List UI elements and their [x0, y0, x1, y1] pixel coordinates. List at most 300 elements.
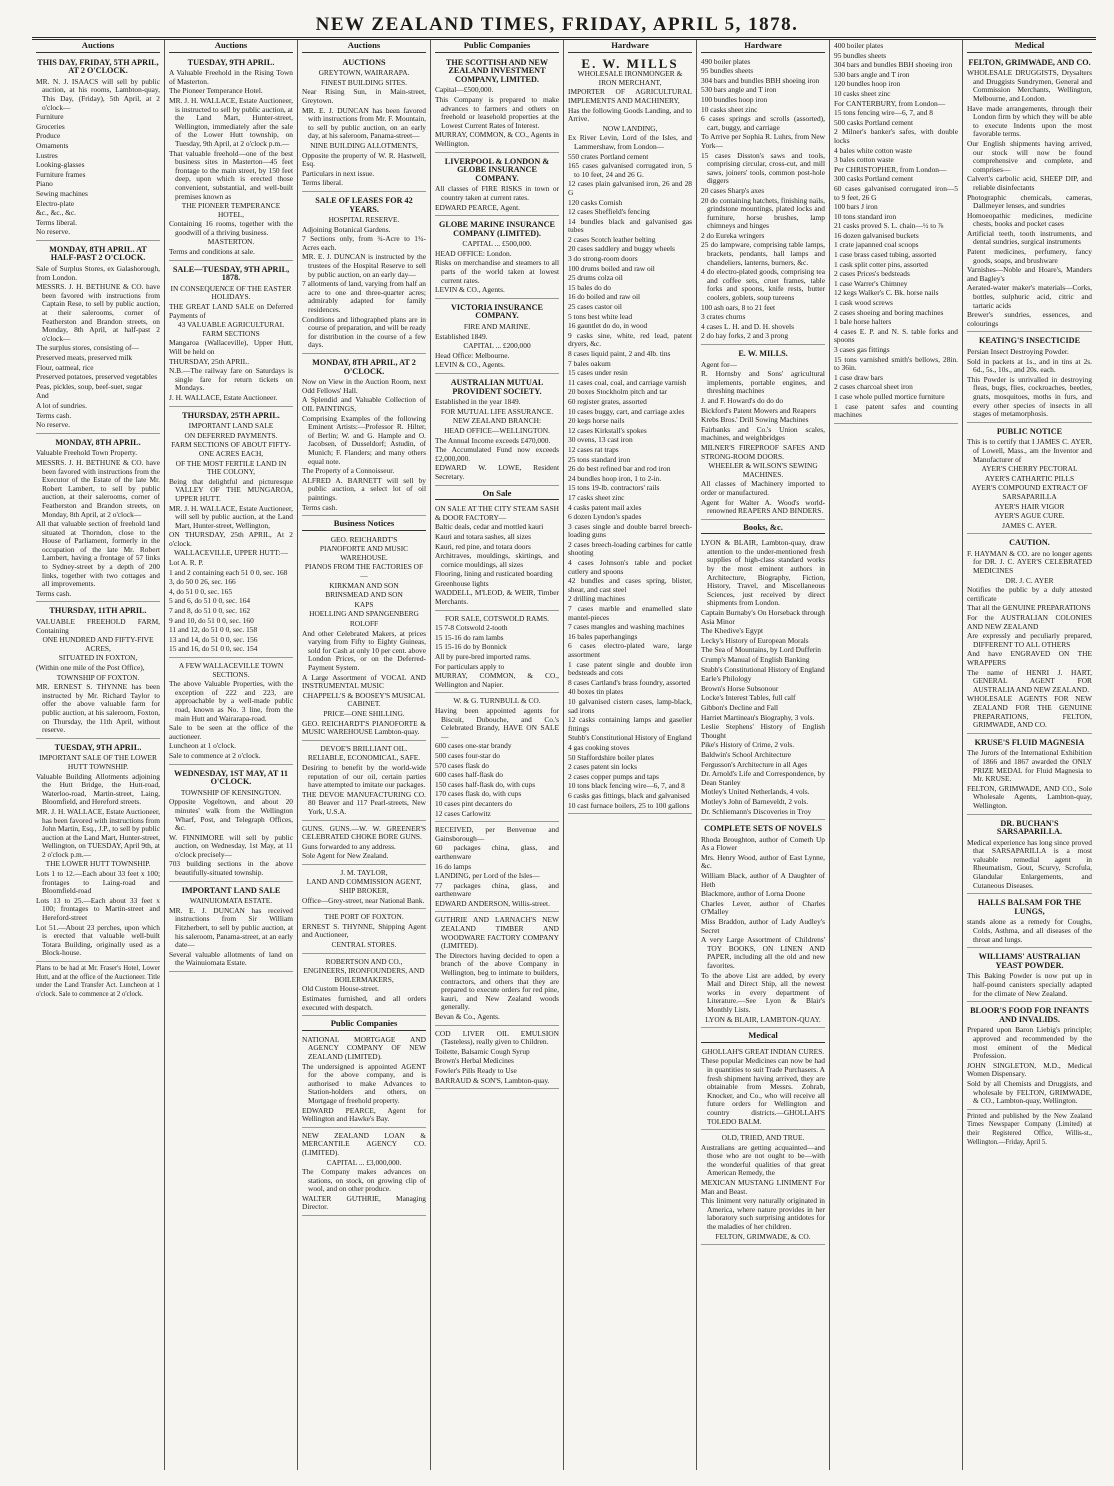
- advertisement-line: 2 do Eureka wringers: [701, 230, 765, 240]
- advertisement-line: The Jurors of the International Exhibition of 1866 and 1867 awarded the ONLY PRIZE MEDAL for Fluid Magnesia to Mr. KRUSE.: [967, 748, 1092, 784]
- advertisement-line: Terms liberal.: [302, 178, 343, 188]
- advertisement-line: NOW LANDING,: [602, 123, 658, 133]
- advertisement-line: EDWARD ANDERSON, Willis-street.: [435, 898, 550, 908]
- advertisement-line: 400 boiler plates: [834, 41, 884, 50]
- advertisement-line: 14 bundles black and galvanised gas tubes: [568, 216, 692, 235]
- advertisement-line: GUNS. GUNS.—W. W. GREENER'S CELEBRATED CHOKE BORE GUNS.: [302, 823, 426, 842]
- advertisement-line: MEXICAN MUSTANG LINIMENT For Man and Beast.: [701, 1178, 825, 1196]
- advertisement-line: Persian Insect Destroying Powder.: [967, 347, 1069, 356]
- advertisement-line: WADDELL, M'LEOD, & WEIR, Timber Merchants.: [435, 588, 559, 607]
- advertisement-line: WHEELER & WILSON'S SEWING MACHINES.: [708, 461, 818, 479]
- advertisement-line: THE PIONEER TEMPERANCE HOTEL,: [181, 201, 281, 219]
- advertisement: [435, 503, 559, 611]
- advertisement: [701, 1132, 825, 1245]
- advertisement-line: Flour, oatmeal, rice: [36, 362, 94, 372]
- advertisement: [967, 1004, 1092, 1110]
- advertisement-line: 10 casks sheet zinc: [834, 88, 891, 98]
- advertisement-line: Conditions and lithographed plans are in course of preparation, and will be ready for distribution in the course of a few days.: [302, 314, 426, 350]
- advertisement-line: HOSPITAL RESERVE.: [328, 215, 400, 225]
- advertisement-line: This Powder is unrivalled in destroying fleas, bugs, flies, cockroaches, beetles, gnats, mosquitoes, moths in furs, and every other species of insects in all stages of metamorphosis.: [967, 374, 1092, 419]
- advertisement-line: Near Rising Sun, in Main-street, Greytown.: [302, 87, 426, 105]
- advertisement-line: 20 cases Sharp's axes: [701, 185, 765, 195]
- advertisement-line: FELTON, GRIMWADE, & CO.: [715, 1231, 811, 1241]
- advertisement-line: stands alone as a remedy for Coughs, Colds, Asthma, and all diseases of the throat and lungs.: [967, 917, 1092, 944]
- advertisement: [435, 376, 559, 486]
- advertisement-line: Produce: [36, 131, 61, 141]
- advertisement-line: MR. E. J. DUNCAN has been favored with instructions from Mr. F. Mountain, to sell by public auction, on an early day, at his saleroom, Panama-street—: [302, 105, 426, 141]
- advertisement-line: The undersigned is appointed AGENT for the above company, and is authorised to make Advances to Station-holders and others, on Mortgage of freehold property.: [302, 1061, 426, 1105]
- advertisement-line: AYER'S COMPOUND EXTRACT OF SARSAPARILLA: [971, 483, 1088, 501]
- advertisement-line: KIRKMAN AND SON: [329, 580, 399, 590]
- advertisement-line: 4, do 51 0 0, sec. 165: [169, 586, 233, 596]
- advertisement-line: LEVIN & CO., Agents.: [435, 285, 505, 295]
- section-heading: On Sale: [435, 488, 559, 501]
- advertisement-line: 43 VALUABLE AGRICULTURAL FARM SECTIONS: [177, 320, 285, 338]
- advertisement: [701, 56, 825, 345]
- advertisement-line: CAPITAL ... £3,000,000.: [326, 1157, 402, 1167]
- advertisement: [967, 896, 1092, 948]
- advertisement-line: VALUABLE FREEHOLD FARM, Containing: [36, 617, 160, 635]
- advertisement-line: Dr. Arnold's Life and Correspondence, by Dean Stanley: [701, 769, 825, 787]
- advertisement-line: All that valuable section of freehold land situated at Thorndon, close to the House of Parliament, formerly in the occupation of the late Mr. Robert Lambert, having a frontage of 57 links to Sydney-street by a depth of 200 links, together with two cottages and all improvements.: [36, 519, 160, 589]
- advertisement-line: Looking-glasses: [36, 160, 85, 170]
- advertisement-line: And other Celebrated Makers, at prices varying from Fifty to Eighty Guineas, sold for Cash at only 10 per cent. above London Prices, or on the Deferred-Payment System.: [302, 628, 426, 672]
- advertisement-line: ROLOFF: [349, 619, 379, 629]
- advertisement-line: DEVOE'S BRILLIANT OIL.: [320, 743, 408, 753]
- advertisement-line: Particulars in next issue.: [302, 168, 375, 178]
- advertisement-line: 3 bales cotton waste: [834, 155, 894, 165]
- advertisement-line: 20 do containing hatchets, finishing nails, grindstone mountings, plated locks and furniture, horse brushes, lamp chimneys and hinges: [701, 195, 825, 231]
- advertisement-line: 15 15-16 do by Bonnick: [435, 642, 507, 652]
- ad-list: [967, 56, 1092, 1110]
- advertisement-line: J. M. TAYLOR,: [340, 867, 388, 877]
- ad-list: [169, 56, 293, 972]
- advertisement-line: 3 cases gas fittings: [834, 345, 890, 354]
- advertisement-line: 2 cases patent sin locks: [568, 762, 637, 772]
- advertisement-line: 8 cases Cartland's brass foundry, assorted: [568, 677, 691, 687]
- advertisement-line: 17 casks sheet zinc: [568, 492, 625, 502]
- printer-imprint: Printed and published by the New Zealand Times Newspaper Company (Limited) at their Registered Office, Willis-st., Wellington.—Friday, April 5.: [967, 1112, 1092, 1146]
- advertisement-line: 12 kegs Walker's C. Bk. horse nails: [834, 288, 939, 298]
- advertisement-line: WHOLESALE IRONMONGER & IRON MERCHANT,: [577, 69, 683, 87]
- advertisement-line: Calvert's carbolic acid, SHEEP DIP, and reliable disinfectants: [967, 174, 1092, 192]
- advertisement-heading: KEATING'S INSECTICIDE: [978, 336, 1081, 346]
- advertisement: [967, 334, 1092, 422]
- advertisement-line: Established in the year 1849.: [435, 397, 521, 407]
- advertisement-line: 1 case patent safes and counting machines: [834, 401, 958, 420]
- column-hardware-3: [830, 40, 963, 1470]
- advertisement-line: 15 bales do do: [568, 282, 611, 292]
- advertisement-line: Old Custom House-street.: [302, 984, 379, 994]
- advertisement-line: Crump's Manual of English Banking: [701, 655, 810, 664]
- advertisement-line: Artificial teeth, tooth instruments, and dental sundries, surgical instruments: [967, 228, 1092, 247]
- advertisement-line: THE LOWER HUTT TOWNSHIP.: [45, 859, 151, 869]
- advertisement-line: ON THURSDAY, 25th APRIL, At 2 o'clock.: [169, 530, 293, 548]
- advertisement-line: Gibbon's Decline and Fall: [701, 702, 779, 712]
- advertisement-line: MURRAY, COMMON, & CO., Wellington and Napier.: [435, 671, 559, 689]
- advertisement-line: Charles Lever, author of Charles O'Malley: [701, 898, 825, 917]
- advertisement-line: 7 Sections only, from ¾-Acre to 1¾-Acres each.: [302, 234, 426, 252]
- advertisement-line: Has the following Goods Landing, and to Arrive.: [568, 105, 692, 124]
- advertisement-line: 1 cask split cotter pins, assorted: [834, 259, 929, 269]
- advertisement-line: Flooring, lining and rusticated boarding: [435, 569, 553, 579]
- advertisement-line: 170 cases flask do, with cups: [435, 789, 522, 799]
- advertisement: [302, 1034, 426, 1128]
- advertisement-line: FARM SECTIONS OF ABOUT FIFTY-ONE ACRES EACH,: [171, 440, 291, 458]
- advertisement-line: 60 cases galvanised corrugated iron—5 to 9 feet, 26 G: [834, 183, 958, 202]
- advertisement-line: WALTER GUTHRIE, Managing Director.: [302, 1193, 426, 1212]
- advertisement-line: Fergusson's Architecture in all Ages: [701, 759, 808, 769]
- advertisement-line: That all the GENUINE PREPARATIONS: [967, 603, 1091, 613]
- advertisement-line: Sewing machines: [36, 188, 88, 198]
- advertisement-line: Krebs Bros.' Drill Sowing Machines: [701, 415, 809, 425]
- advertisement-line: Kauri and totara sashes, all sizes: [435, 531, 532, 541]
- advertisement-line: Sold in packets at 1s., and in tins at 2s. 6d., 5s., 10s., and 20s. each.: [967, 356, 1092, 375]
- advertisement: [967, 950, 1092, 1002]
- advertisement-line: A Large Assortment of VOCAL AND INSTRUMENTAL MUSIC: [302, 672, 426, 691]
- advertisement-line: Rhoda Broughton, author of Cometh Up As a Flower: [701, 834, 825, 853]
- advertisement-line: TOWNSHIP OF KENSINGTON.: [180, 787, 282, 797]
- advertisement: [435, 1028, 559, 1090]
- advertisement-line: Electro-plate: [36, 198, 75, 208]
- advertisement-line: The Annual Income exceeds £470,000.: [435, 435, 551, 445]
- advertisement-line: 20 kegs horse nails: [568, 416, 625, 426]
- advertisement-line: LYON & BLAIR, Lambton-quay, draw attention to the under-mentioned fresh supplies of high-class standard works by the most eminent authors in Architecture, Biography, Fiction, History, Travel, and Miscellaneous Sciences, just received by direct shipments from London.: [701, 538, 825, 608]
- advertisement: [967, 736, 1092, 815]
- advertisement-line: 16 dozen galvanised buckets: [834, 230, 919, 240]
- advertisement-line: 10 galvanised cistern cases, lamp-black, sad irons: [568, 696, 692, 715]
- advertisement: [36, 604, 160, 738]
- advertisement: [302, 743, 426, 821]
- advertisement-line: 150 cases half-flask do, with cups: [435, 779, 536, 789]
- advertisement-line: Architraves, mouldings, skirtings, and cornice mouldings, all sizes: [435, 551, 559, 569]
- ad-list: [435, 503, 559, 1089]
- advertisement-line: Motley's United Netherlands, 4 vols.: [701, 787, 810, 797]
- advertisement-line: Capital—£500,000.: [435, 85, 494, 95]
- advertisement-line: 1 case whole pulled mortice furniture: [834, 391, 945, 401]
- advertisement-line: Preserved meats, preserved milk: [36, 353, 133, 362]
- advertisement-line: 77 packages china, glass, and earthenware: [435, 880, 559, 899]
- advertisement-heading: IMPORTANT LAND SALE: [181, 885, 281, 895]
- advertisement-heading: MONDAY, 8TH APRIL.: [55, 437, 141, 447]
- advertisement-line: To Arrive per Sophia R. Luhrs, from New York—: [701, 132, 825, 150]
- advertisement-line: 15 tons 19-lb. contractors' rails: [568, 483, 660, 493]
- advertisement-line: BRINSMEAD AND SON: [325, 590, 403, 600]
- advertisement-line: 2 Milner's banker's safes, with double locks: [834, 127, 958, 145]
- advertisement-line: The Accumulated Fund now exceeds £2,000,000.: [435, 445, 559, 463]
- advertisement-line: J. and F. Howard's do do do: [701, 395, 784, 405]
- advertisement-line: RECEIVED, per Benvenue and Gainsborough—: [435, 825, 559, 843]
- advertisement-line: 120 casks Cornish: [568, 197, 623, 207]
- advertisement-line: Per CHRISTOPHER, from London—: [834, 164, 947, 174]
- advertisement-line: Prepared upon Baron Liebig's principle; approved and recommended by the most eminent of the Medical Profession.: [967, 1025, 1092, 1061]
- advertisement-line: Earle's Philology: [701, 674, 752, 684]
- advertisement-line: CAPITAL ... £200,000: [463, 341, 531, 351]
- ad-list: [302, 534, 426, 1017]
- advertisement-line: NATIONAL MORTGAGE AND AGENCY COMPANY OF NEW ZEALAND (LIMITED).: [302, 1034, 426, 1061]
- advertisement-line: 1 case draw bars: [834, 372, 884, 382]
- advertisement-line: A Valuable Freehold in the Rising Town of Masterton.: [169, 68, 293, 86]
- advertisement-line: Several valuable allotments of land on the Wainuiomata Estate.: [169, 949, 293, 968]
- advertisement-line: 6 casks gas fittings, black and galvanised: [568, 790, 690, 800]
- advertisement: [36, 741, 160, 962]
- advertisement: [701, 822, 825, 1028]
- advertisement-heading: AUSTRALIAN MUTUAL PROVIDENT SOCIETY.: [450, 378, 544, 396]
- advertisement-line: 6 cases electro-plated ware, large assortment: [568, 641, 692, 659]
- advertisement-line: Being that delightful and picturesque VALLEY OF THE MUNGAROA, UPPER HUTT.: [169, 476, 293, 503]
- advertisement-line: Stubb's Constitutional History of England: [568, 733, 692, 743]
- advertisement-line: 530 bars angle and T iron: [701, 85, 777, 95]
- advertisement-heading: COMPLETE SETS OF NOVELS: [704, 824, 822, 834]
- advertisement: [302, 194, 426, 354]
- advertisement-line: W. & G. TURNBULL & CO.: [453, 696, 541, 706]
- advertisement-heading: MONDAY, 8TH APRIL, AT 2 O'CLOCK.: [312, 358, 416, 376]
- advertisement-line: Terms cash.: [36, 588, 72, 598]
- advertisement-line: 11 cases coal, coal, and carriage varnish: [568, 377, 687, 387]
- advertisement: [36, 243, 160, 434]
- advertisement-line: 165 cases galvanised corrugated iron, 5 to 10 feet, 24 and 26 G.: [568, 161, 692, 179]
- advertisement-line: 2 cases Prices's bedsteads: [834, 269, 910, 279]
- advertisement-line: 26 do best refined bar and rod iron: [568, 464, 671, 474]
- advertisement: [169, 767, 293, 882]
- advertisement-line: Locke's Interest Tables, full calf: [701, 693, 796, 703]
- advertisement-line: Baltic deals, cedar and mottled kauri: [435, 522, 544, 532]
- advertisement-heading: KRUSE'S FLUID MAGNESIA: [974, 737, 1085, 747]
- advertisement-line: Terms liberal.: [36, 217, 77, 227]
- advertisement-line: Our English shipments having arrived, our stock will now be found comprehensive and complete, and comprises—: [967, 138, 1092, 174]
- advertisement-line: Agent for—: [701, 359, 737, 369]
- advertisement-line: AYER'S CATHARTIC PILLS: [984, 473, 1075, 483]
- advertisement-line: ONE HUNDRED AND FIFTY-FIVE ACRES,: [42, 635, 154, 653]
- advertisement-line: 21 casks proved S. L. chain—½ to ⅞: [834, 221, 944, 231]
- advertisement-line: 600 cases half-flask do: [435, 770, 503, 780]
- advertisement-heading: TUESDAY, 9TH APRIL.: [187, 57, 275, 67]
- advertisement-line: 2 cases Scotch leather belting: [568, 234, 656, 244]
- advertisement-heading: AUCTIONS: [342, 57, 386, 67]
- advertisement-line: The surplus stores, consisting of—: [36, 343, 139, 353]
- advertisement-line: Miss Braddon, author of Lady Audley's Secret: [701, 917, 825, 935]
- advertisement-line: 7 cases mangles and washing machines: [568, 622, 685, 632]
- advertisement-line: 1 crate japanned coal scoops: [834, 240, 919, 250]
- advertisement: [967, 425, 1092, 535]
- advertisement-line: ENGINEERS, IRONFOUNDERS, AND BOILERMAKERS,: [303, 966, 425, 984]
- advertisement-line: 13 and 14, do 51 0 0, sec. 156: [169, 634, 258, 644]
- advertisement-line: 95 bundles sheets: [701, 66, 754, 76]
- advertisement-line: 100 ash oars, 8 to 21 feet: [701, 302, 776, 312]
- advertisement-line: 11 and 12, do 51 0 0, sec. 158: [169, 625, 258, 635]
- advertisement: [701, 537, 825, 820]
- advertisement-line: AYER'S CHERRY PECTORAL: [981, 464, 1078, 474]
- advertisement-heading: VICTORIA INSURANCE COMPANY.: [451, 302, 543, 321]
- advertisement-line: Greenhouse lights: [435, 578, 489, 588]
- advertisement-line: Desiring to benefit by the world-wide reputation of our oil, certain parties have attempted to imitate our packages.: [302, 762, 426, 790]
- advertisement-line: 1 case patent single and double iron bedsteads and cots: [568, 659, 692, 678]
- advertisement-line: That valuable freehold—one of the best business sites in Masterton—45 feet frontage to the main street, by 150 feet deep, upon which is erected those convenient, substantial, and well-built premises known as: [169, 148, 293, 201]
- advertisement-line: HEAD OFFICE: London.: [435, 248, 512, 258]
- advertisement-heading: SALE OF LEASES FOR 42 YEARS.: [315, 195, 413, 214]
- advertisement-line: GHOLLAH'S GREAT INDIAN CURES.: [701, 1046, 825, 1056]
- advertisement-line: Blackmore, author of Lorna Doone: [701, 889, 806, 899]
- advertisement-line: Terms cash.: [36, 410, 72, 420]
- advertisement-line: WAINUIOMATA ESTATE.: [189, 896, 273, 906]
- advertisement-line: LANDING, per Lord of the Isles—: [435, 871, 540, 881]
- advertisement-line: Fairbanks and Co.'s Union scales, machines, and weighbridges: [701, 424, 825, 443]
- advertisement-line: R. Hornsby and Sons' agricultural implements, portable engines, and threshing machines: [701, 369, 825, 396]
- advertisement-line: PRICE—ONE SHILLING.: [323, 708, 405, 718]
- ad-list: [302, 1034, 426, 1216]
- advertisement-line: PIANOFORTE AND MUSIC WAREHOUSE.: [319, 544, 409, 562]
- advertisement: [169, 263, 293, 407]
- advertisement-line: THE DEVOE MANUFACTURING CO. 80 Beaver and 117 Pearl-streets, New York, U.S.A.: [302, 789, 426, 816]
- advertisement: [302, 911, 426, 953]
- advertisement-line: 12 casks containing lamps and gaselier fittings: [568, 715, 692, 733]
- advertisement-line: IMPORTANT LAND SALE: [188, 421, 274, 431]
- advertisement-line: And have ENGRAVED ON THE WRAPPERS: [967, 649, 1092, 667]
- advertisement-line: IMPORTER OF AGRICULTURAL IMPLEMENTS AND MACHINERY,: [568, 87, 692, 105]
- advertisement-line: COD LIVER OIL EMULSION (Tasteless), really given to Children.: [435, 1028, 559, 1047]
- advertisement-line: 40 boxes tin plates: [568, 687, 624, 697]
- advertisement-line: Lots 13 to 25.—Each about 33 feet x 100; frontages to Martin-street and Hereford-street: [36, 895, 160, 923]
- advertisement-line: 1 bale horse halters: [834, 317, 892, 327]
- advertisement-line: JAMES C. AYER.: [1002, 520, 1057, 530]
- advertisement-line: To the above List are added, by every Mail and Direct Ship, all the newest works in every department of Literature.—See Lyon & Blair's Monthly Lists.: [701, 970, 825, 1014]
- advertisement-line: The Sea of Mountains, by Lord Dufferin: [701, 645, 821, 655]
- advertisement-line: Ornaments: [36, 140, 69, 150]
- ad-list: [701, 56, 825, 520]
- column-hardware-2: [697, 40, 830, 1470]
- advertisement-line: BARRAUD & SON'S, Lambton-quay.: [435, 1075, 550, 1085]
- advertisement-line: NINE BUILDING ALLOTMENTS,: [310, 140, 418, 150]
- column-public-companies: [431, 40, 564, 1470]
- advertisement-line: Risks on merchandise and steamers to all parts of the world taken at lowest current rates.: [435, 258, 559, 285]
- advertisement-line: MR. E. J. DUNCAN has received instructions from Sir William Fitzherbert, to sell by public auction, at his saleroom, Panama-street, at an early date—: [169, 905, 293, 950]
- advertisement-line: FOR MUTUAL LIFE ASSURANCE.: [440, 406, 554, 416]
- advertisement-line: Peas, pickles, soup, beef-suet, sugar: [36, 381, 143, 391]
- advertisement-line: 2 cases copper pumps and taps: [568, 771, 659, 781]
- advertisement-line: GEO. REICHARDT'S: [330, 534, 398, 544]
- advertisement-line: 7 allotments of land, varying from half an acre to one and three-quarter acres; admirably adapted for family residences.: [302, 279, 426, 315]
- advertisement-line: 12 cases Carlowitz: [435, 808, 491, 818]
- advertisement-line: Kauri, red pine, and totara doors: [435, 541, 531, 551]
- advertisement-line: 8 cases liquid paint, 2 and 4lb. tins: [568, 349, 671, 358]
- advertisement-heading: HALLS BALSAM FOR THE LUNGS,: [977, 898, 1082, 916]
- column-hardware-1: [564, 40, 697, 1470]
- advertisement-line: LAND AND COMMISSION AGENT, SHIP BROKER,: [306, 877, 422, 896]
- advertisement-line: 3 cases single and double barrel breech-loading guns: [568, 521, 692, 540]
- advertisement-line: NEW ZEALAND LOAN & MERCANTILE AGENCY CO. (LIMITED).: [302, 1130, 426, 1157]
- section-heading: Hardware: [701, 40, 825, 53]
- advertisement-line: 15 15-16 do ram lambs: [435, 632, 504, 642]
- advertisement-line: (Within one mile of the Post Office),: [36, 663, 145, 672]
- advertisement-line: 500 casks Portland cement: [834, 117, 914, 127]
- advertisement-line: The Company makes advances on stations, on stock, on growing clip of wool, and on other produce.: [302, 1167, 426, 1194]
- advertisement: [701, 347, 825, 520]
- advertisement-line: 300 casks Portland cement: [834, 174, 914, 184]
- advertisement-line: CENTRAL STORES.: [331, 940, 397, 950]
- masthead: NEW ZEALAND TIMES, FRIDAY, APRIL 5, 1878.: [315, 14, 799, 35]
- advertisement: [302, 956, 426, 1017]
- advertisement-line: HEAD OFFICE—WELLINGTON.: [444, 425, 550, 435]
- advertisement-line: Medical experience has long since proved that SARSAPARILLA is a most valuable remedial agent in Rheumatism, Gout, Scurvy, Scrofula, Glandular Enlargements, and Cutaneous Diseases.: [967, 837, 1092, 890]
- advertisement-line: Toilette, Balsamic Cough Syrup: [435, 1046, 530, 1056]
- advertisement: [967, 536, 1092, 733]
- advertisement-line: 15 tons varnished smith's bellows, 28in. to 36in.: [834, 354, 958, 373]
- advertisement-line: 10 cases pint decanters do: [435, 798, 513, 808]
- advertisement-heading: WILLIAMS' AUSTRALIAN YEAST POWDER.: [978, 952, 1081, 970]
- advertisement-line: AYER'S HAIR VIGOR: [994, 501, 1065, 511]
- advertisement-line: Now on View in the Auction Room, next Odd Fellows' Hall.: [302, 377, 426, 395]
- advertisement-line: Lots 1 to 12.—Each about 33 feet x 100; frontages to Laing-road and Bloomfield-road: [36, 869, 160, 896]
- advertisement-line: The Pioneer Temperance Hotel.: [169, 86, 263, 96]
- section-heading: Public Companies: [302, 1018, 426, 1031]
- advertisement-line: 10 tons black fencing wire—6, 7, and 8: [568, 781, 685, 791]
- advertisement: [967, 817, 1092, 895]
- advertisement-line: The Khedive's Egypt: [701, 626, 764, 636]
- advertisement-line: 490 boiler plates: [701, 56, 751, 66]
- advertisement: [834, 40, 958, 424]
- advertisement-line: Captain Burnaby's On Horseback through Asia Minor: [701, 608, 825, 626]
- advertisement-line: Estimates furnished, and all orders executed with despatch.: [302, 994, 426, 1012]
- advertisement-line: MR. ERNEST S. THYNNE has been instructed by Mr. Richard Taylor to offer the above valuable farm for public auction, at his saleroom, Foxton, on Thursday, the 11th April, without reserve.: [36, 682, 160, 735]
- advertisement: [169, 409, 293, 658]
- advertisement-line: The name of HENRI J. HART, GENERAL AGENT FOR AUSTRALIA AND NEW ZEALAND.: [967, 667, 1092, 694]
- advertisement-line: 100 drums boiled and raw oil: [568, 263, 655, 273]
- advertisement-line: Have made arrangements, through their London firm by which they will be able to execute Indents upon the most favorable terms.: [967, 103, 1092, 139]
- advertisement-line: 3, do 50 0 26, sec. 166: [169, 577, 236, 587]
- advertisement-line: NEW ZEALAND BRANCH:: [452, 416, 542, 426]
- advertisement-line: MR. J. H. WALLACE, Estate Auctioneer, will sell by public auction, at the Land Mart, Hunter-street, Wellington,: [169, 503, 293, 530]
- advertisement-line: 100 bars J iron: [834, 202, 878, 212]
- advertisement: [36, 56, 160, 241]
- advertisement-line: Groceries: [36, 121, 65, 131]
- advertisement-line: Head Office: Melbourne.: [435, 350, 510, 360]
- advertisement-heading: BLOOR'S FOOD FOR INFANTS AND INVALIDS.: [970, 1006, 1089, 1024]
- advertisement-line: FIRE AND MARINE.: [463, 322, 531, 332]
- advertisement-line: 530 bars angle and T iron: [834, 69, 910, 79]
- advertisement-line: 15 and 16, do 51 0 0, sec. 154: [169, 644, 258, 654]
- advertisement-line: EDWARD W. LOWE, Resident Secretary.: [435, 463, 559, 481]
- advertisement-line: MESSRS. J. H. BETHUNE & CO. have been favored with instructions from Captain Rese, to sell by public auction, at their salerooms, corner of Featherston and Brandon streets, on Monday, 8th April, at half-past 2 o'clock—: [36, 282, 160, 343]
- advertisement-line: Sold by all Chemists and Druggists, and wholesale by FELTON, GRIMWADE, & CO., Lambton-quay, Wellington.: [967, 1078, 1092, 1106]
- advertisement-line: ALFRED A. BARNETT will sell by public auction, a select lot of oil paintings.: [302, 475, 426, 502]
- advertisement-line: LEVIN & CO., Agents.: [435, 360, 505, 370]
- ad-list: [435, 56, 559, 486]
- advertisement-line: 9 and 10, do 51 0 0, sec. 160: [169, 615, 254, 625]
- advertisement-line: AYER'S AGUE CURE.: [994, 511, 1065, 521]
- ad-list: [701, 1046, 825, 1245]
- advertisement-heading: SALE—TUESDAY, 9TH APRIL, 1878.: [172, 264, 290, 283]
- advertisement-line: Terms and conditions at sale.: [169, 247, 255, 257]
- advertisement: [568, 56, 692, 815]
- advertisement: [302, 867, 426, 909]
- advertisement-line: WHOLESALE DRUGGISTS, Drysalters and Druggists Sundrymen, General and Commission Merchants, Wellington, Melbourne, and London.: [967, 68, 1092, 103]
- column-auctions-2: [165, 40, 298, 1470]
- advertisement-line: MR. E. J. DUNCAN is instructed by the trustees of the Hospital Reserve to sell by public auction, on an early day—: [302, 252, 426, 279]
- advertisement-line: 7 bales oakum: [568, 358, 611, 368]
- advertisement-line: KAPS: [354, 599, 374, 609]
- advertisement-line: ON DEFERRED PAYMENTS.: [184, 430, 278, 440]
- advertisement-line: Varnishes—Noble and Hoare's, Manders and Bagley's: [967, 265, 1092, 283]
- advertisement-line: SITUATED IN FOXTON,: [58, 653, 138, 663]
- advertisement-line: 1 cask wood screws: [834, 298, 893, 308]
- advertisement-line: 15 cases Disston's saws and tools, comprising circular, cross-cut, and mill saws, joiners' tools, common post-hole diggers: [701, 150, 825, 186]
- advertisement-line: MR. J. H. WALLACE, Estate Auctioneer, has been favored with instructions from John Martin, Esq., J.P., to sell by public auction at the Land Mart, Hunter-street, Wellington, on TUESDAY, April 9th, at 2 o'clock p.m.—: [36, 806, 160, 859]
- advertisement-line: 4 cases E. P. and N. S. table forks and spoons: [834, 326, 958, 345]
- advertisement-line: 10 cases buggy, cart, and carriage axles: [568, 406, 685, 416]
- advertisement-line: Opposite Vogeltown, and about 20 minutes' walk from the Wellington Wharf, Post, and Telegraph Offices, &c.: [169, 797, 293, 833]
- advertisement-line: 2 do hay forks, 2 and 3 prong: [701, 331, 789, 341]
- advertisement-line: 15 cases under resin: [568, 368, 628, 378]
